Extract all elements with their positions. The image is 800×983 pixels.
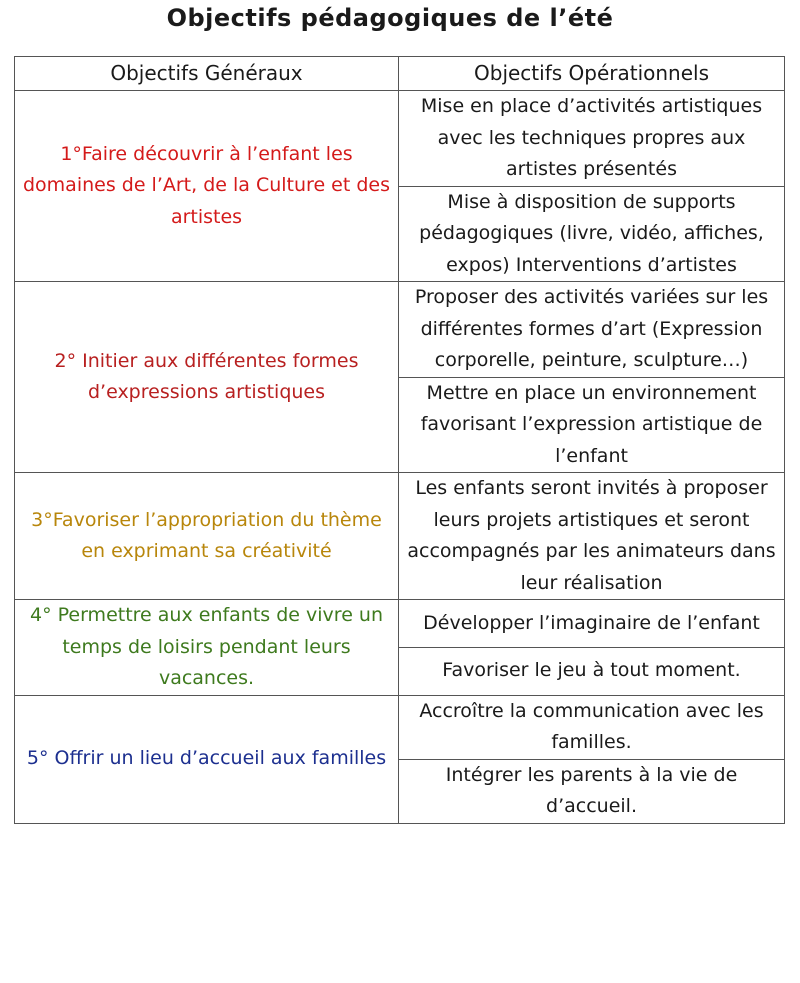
table-row bbox=[15, 695, 785, 759]
general-objective-1 bbox=[15, 91, 399, 282]
general-objective-text: 5° Offrir un lieu d’accueil aux familles bbox=[26, 747, 387, 770]
operational-objective-4b: Favoriser le jeu à tout moment. bbox=[399, 647, 785, 695]
table-row bbox=[15, 91, 785, 187]
general-objective-text: 4° Permettre aux enfants de vivre un temps de loisirs pendant leurs vacances. bbox=[29, 604, 384, 689]
header-general-objectives: Objectifs Généraux bbox=[15, 57, 399, 91]
operational-objective-3a: Les enfants seront invités à proposer leurs projets artistiques et seront accompagnés par les animateurs dans leur réalisation bbox=[399, 473, 785, 600]
operational-objective-2a: Proposer des activités variées sur les différentes formes d’art (Expression corporelle, peinture, sculpture…) bbox=[399, 282, 785, 378]
operational-objective-1b: Mise à disposition de supports pédagogiques (livre, vidéo, affiches, expos) Interventions d’artistes bbox=[399, 186, 785, 282]
operational-objective-5b: Intégrer les parents à la vie de d’accueil. bbox=[399, 759, 785, 823]
general-objective-3 bbox=[15, 473, 399, 600]
operational-objective-4a: Développer l’imaginaire de l’enfant bbox=[399, 600, 785, 648]
objectives-table bbox=[14, 56, 785, 824]
header-operational-objectives: Objectifs Opérationnels bbox=[399, 57, 785, 91]
general-objective-2 bbox=[15, 282, 399, 473]
general-objective-text: 3°Favoriser l’appropriation du thème en exprimant sa créativité bbox=[31, 508, 382, 562]
operational-objective-5a: Accroître la communication avec les familles. bbox=[399, 695, 785, 759]
general-objective-text: 1°Faire découvrir à l’enfant les domaines de l’Art, de la Culture et des artistes bbox=[22, 142, 390, 228]
operational-objective-2b: Mettre en place un environnement favorisant l’expression artistique de l’enfant bbox=[399, 377, 785, 473]
page-title: Objectifs pédagogiques de l’été bbox=[166, 4, 614, 32]
general-objective-4 bbox=[15, 600, 399, 696]
general-objective-text: 2° Initier aux différentes formes d’expressions artistiques bbox=[54, 349, 359, 403]
table-header-row bbox=[15, 57, 785, 91]
operational-objective-1a: Mise en place d’activités artistiques avec les techniques propres aux artistes présentés bbox=[399, 91, 785, 187]
table-row bbox=[15, 282, 785, 378]
table-row bbox=[15, 473, 785, 600]
table-row bbox=[15, 600, 785, 648]
general-objective-5 bbox=[15, 695, 399, 823]
